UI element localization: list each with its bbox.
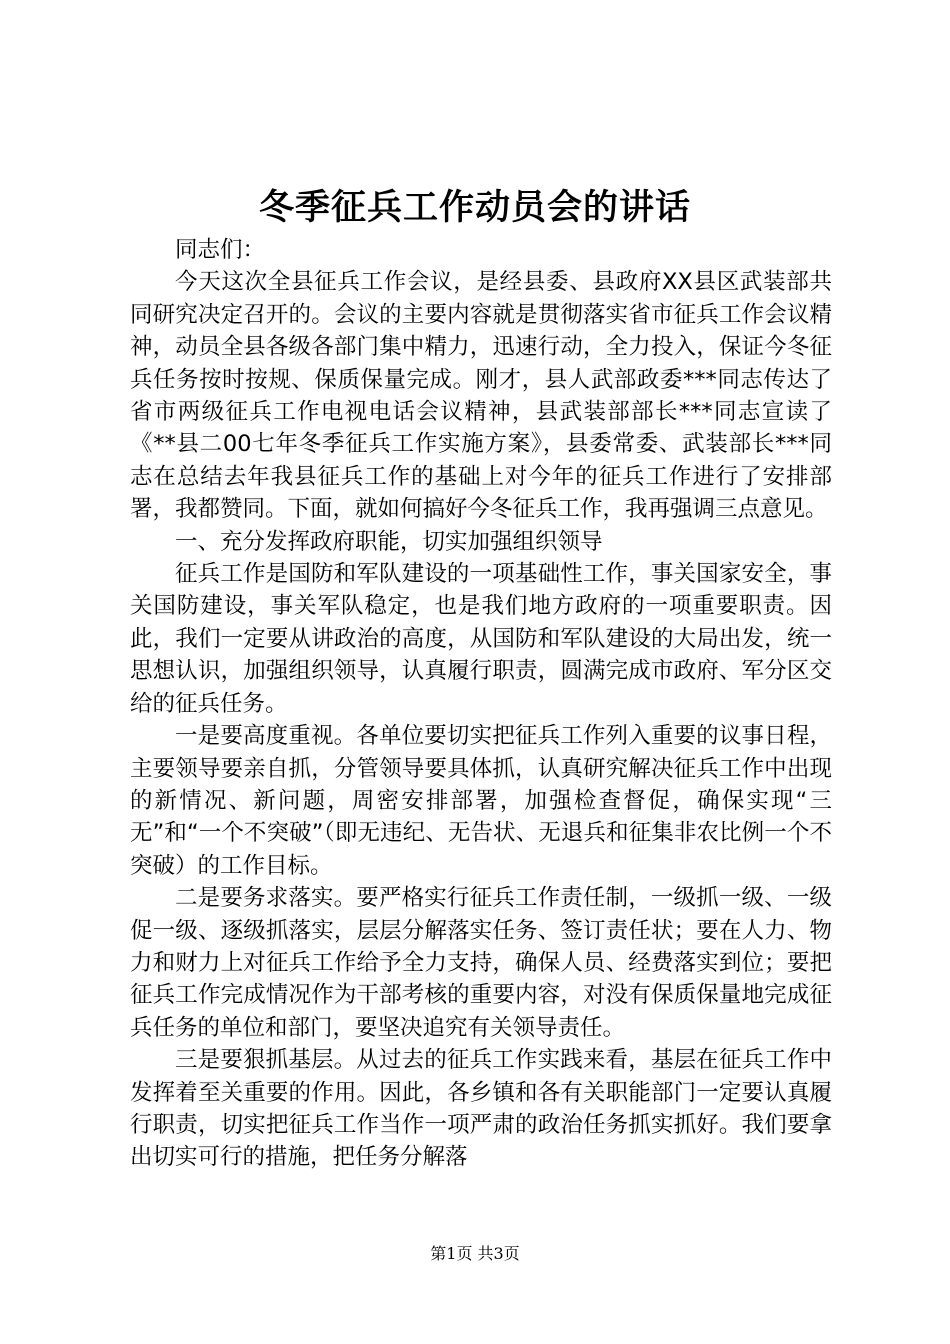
section-heading: 一、充分发挥政府职能，切实加强组织领导 bbox=[175, 528, 603, 555]
document-title: 冬季征兵工作动员会的讲话 bbox=[258, 187, 691, 228]
paragraph: 一是要高度重视。各单位要切实把征兵工作列入重要的议事日程，主要领导要亲自抓，分管领导要具体抓，认真研究解决征兵工作中出现的新情况、新问题，周密安排部署，加强检查督促，确保实现“三无”和“一个不突破”（即无违纪、无告状、无退兵和征集非农比例一个不突破）的工作目标。 bbox=[130, 723, 832, 879]
salutation: 同志们： bbox=[175, 237, 266, 263]
paragraph: 今天这次全县征兵工作会议，是经县委、县政府XX县区武装部共同研究决定召开的。会议的主要内容就是贯彻落实省市征兵工作会议精神，动员全县各级各部门集中精力，迅速行动，全力投入，保证今冬征兵任务按时按规、保质保量完成。刚才，县人武部政委***同志传达了省市两级征兵工作电视电话会议精神，县武装部部长***同志宣读了《**县二00七年冬季征兵工作实施方案》，县委常委、武装部长***同志在总结去年我县征兵工作的基础上对今年的征兵工作进行了安排部署，我都赞同。下面，就如何搞好今冬征兵工作，我再强调三点意见。 bbox=[130, 269, 832, 523]
paragraph: 二是要务求落实。要严格实行征兵工作责任制，一级抓一级、一级促一级、逐级抓落实，层层分解落实任务、签订责任状；要在人力、物力和财力上对征兵工作给予全力支持，确保人员、经费落实到位；要把征兵工作完成情况作为干部考核的重要内容，对没有保质保量地完成征兵任务的单位和部门，要坚决追究有关领导责任。 bbox=[130, 885, 832, 1041]
page-footer: 第1页 共3页 bbox=[430, 1244, 520, 1263]
document-body bbox=[130, 234, 832, 1174]
paragraph: 三是要狠抓基层。从过去的征兵工作实践来看，基层在征兵工作中发挥着至关重要的作用。因此，各乡镇和各有关职能部门一定要认真履行职责，切实把征兵工作当作一项严肃的政治任务抓实抓好。我们要拿出切实可行的措施，把任务分解落 bbox=[130, 1047, 832, 1171]
paragraph: 征兵工作是国防和军队建设的一项基础性工作，事关国家安全，事关国防建设，事关军队稳定，也是我们地方政府的一项重要职责。因此，我们一定要从讲政治的高度，从国防和军队建设的大局出发，统一思想认识，加强组织领导，认真履行职责，圆满完成市政府、军分区交给的征兵任务。 bbox=[130, 561, 832, 717]
